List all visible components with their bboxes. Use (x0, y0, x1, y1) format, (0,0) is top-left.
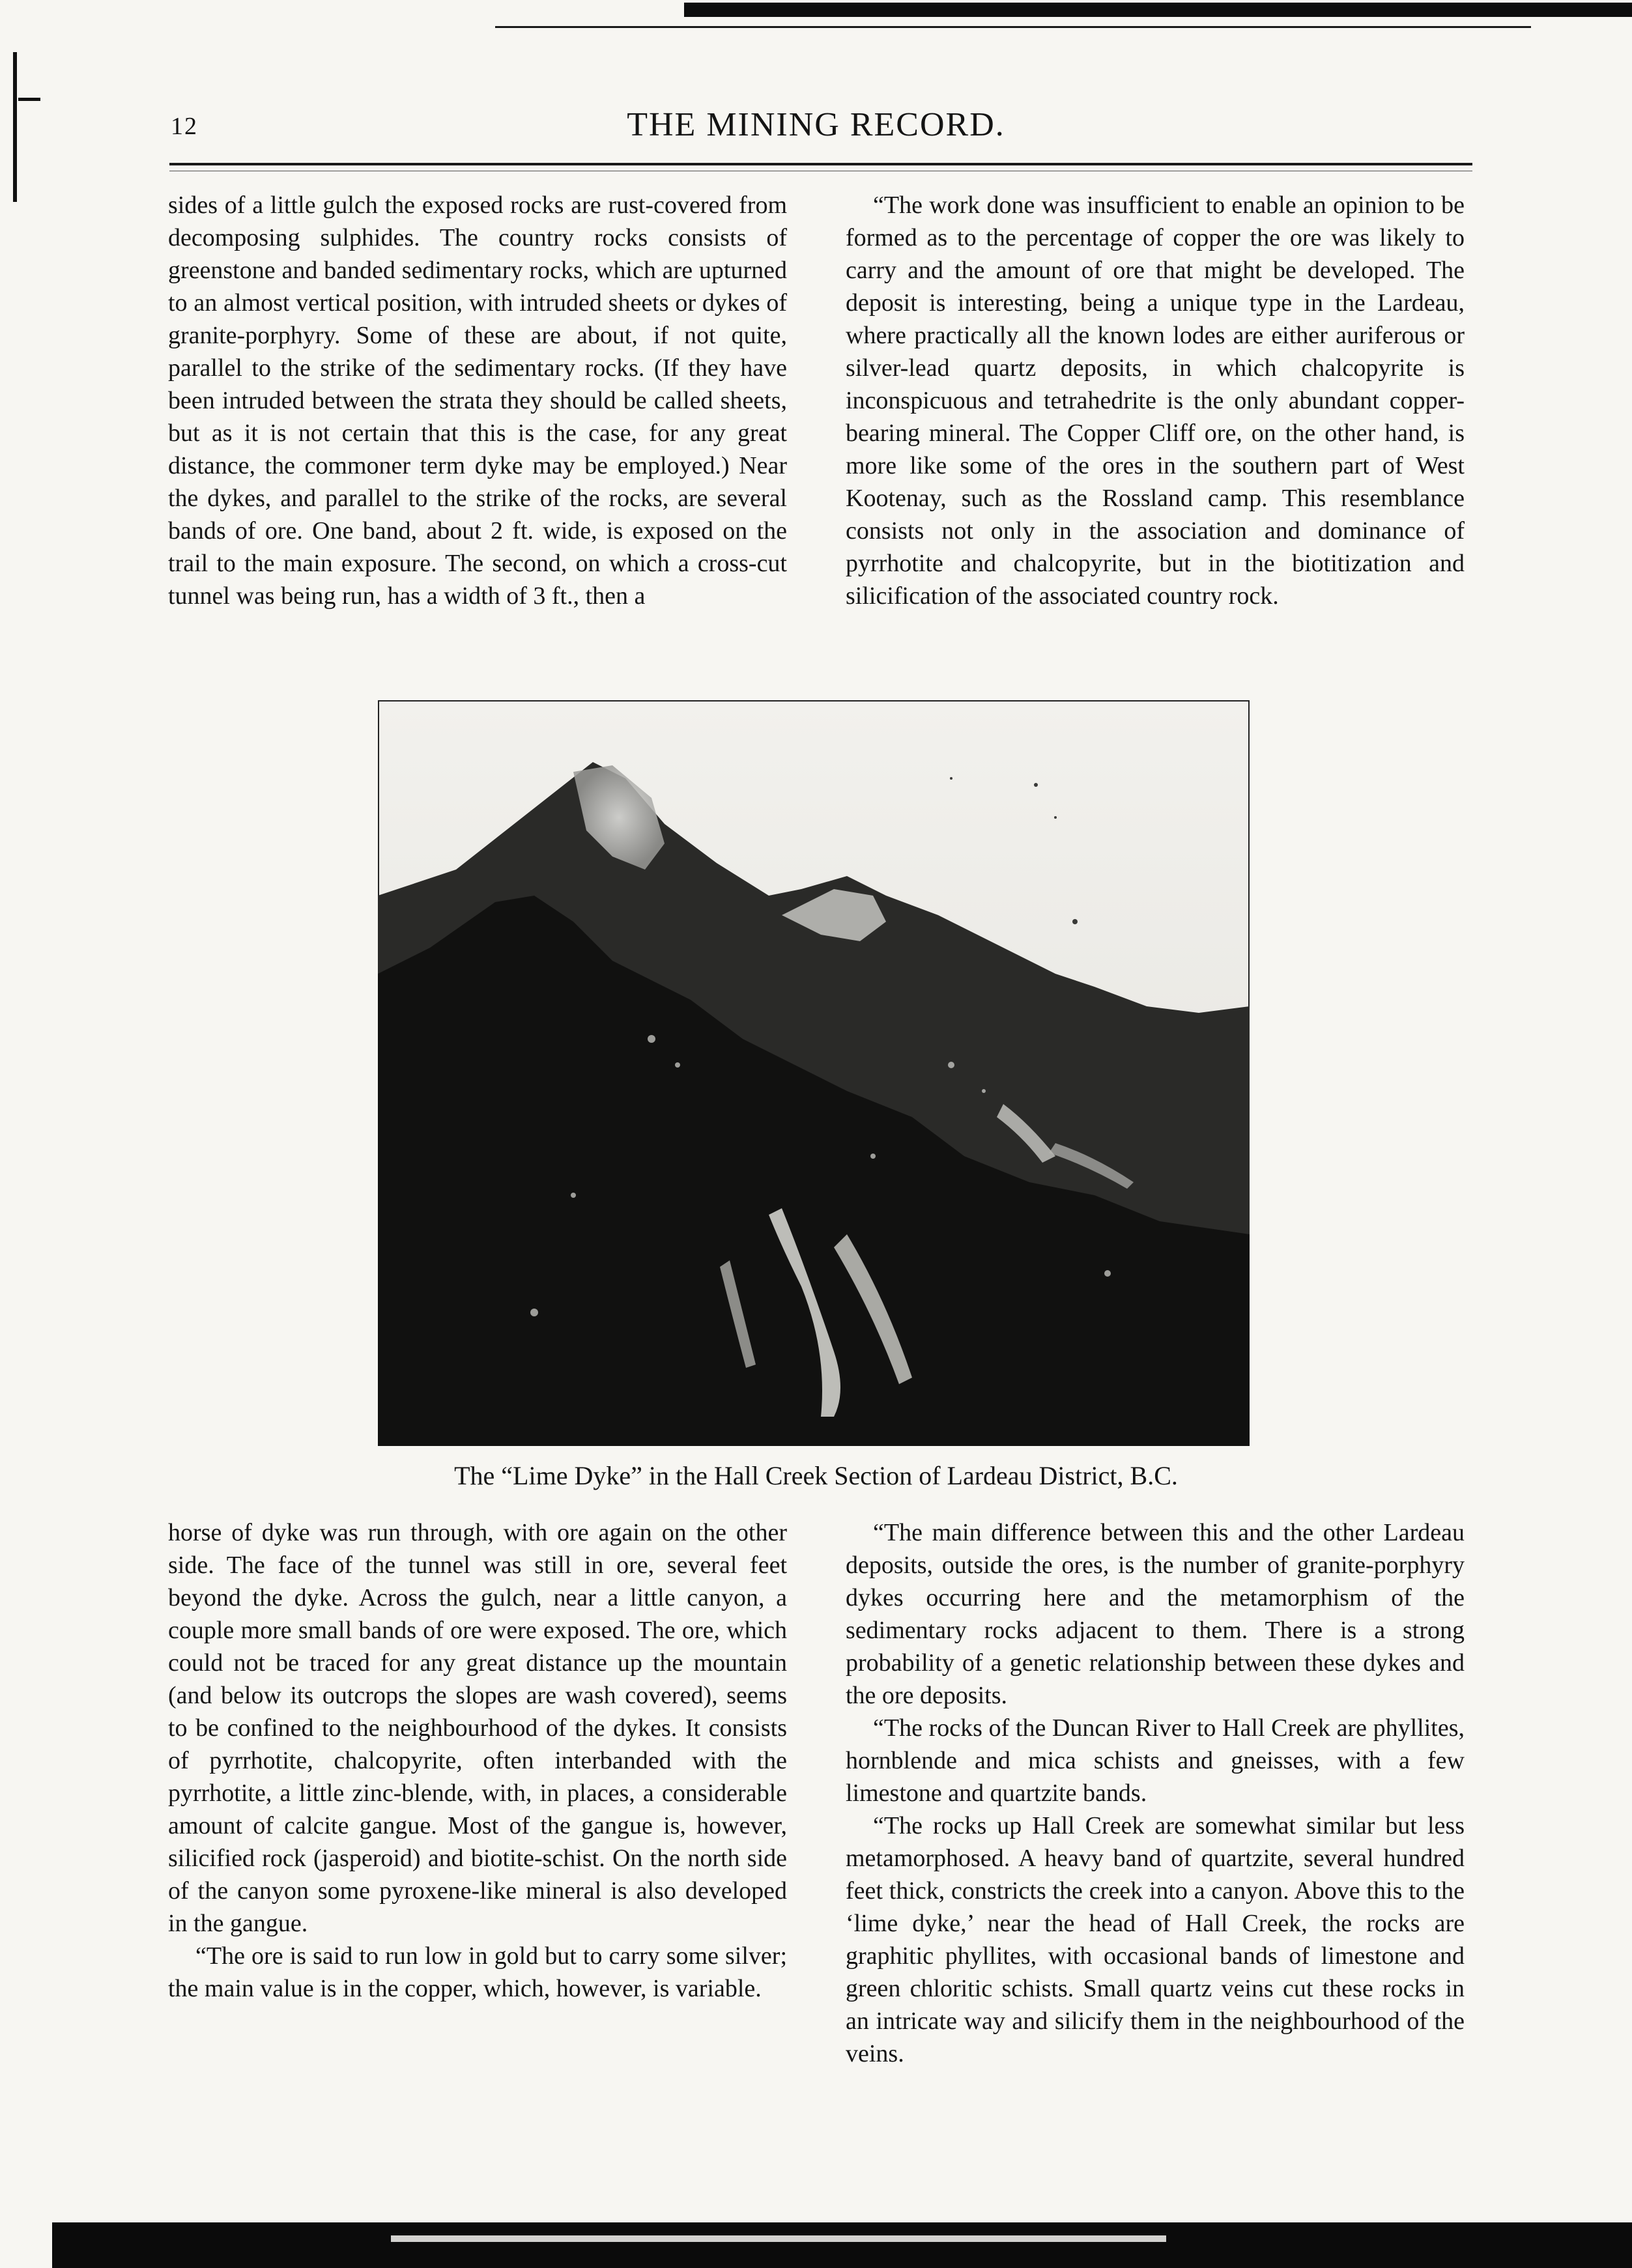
bottom-border-bar (52, 2222, 1632, 2268)
left-edge-tick (18, 98, 40, 101)
paragraph: horse of dyke was run through, with ore again on the other side. The face of the tunnel was still in ore, several feet beyond the dyke. Across the gulch, near a little canyon, a couple more small bands of ore were exposed. The ore, which could not be traced for any great distance up the mountain (and below its outcrops the slopes are wash covered), seems to be confined to the neighbourhood of the dykes. It consists of pyrrhotite, chalcopyrite, often interbanded with the pyrrhotite, a little zinc-blende, with, in places, a considerable amount of calcite gangue. Most of the gangue is, however, silicified rock (jasperoid) and biotite-schist. On the north side of the canyon some pyroxene-like mineral is also developed in the gangue. (168, 1519, 787, 1937)
lime-dyke-photograph (378, 700, 1250, 1446)
column-right-top (846, 189, 1465, 612)
paragraph: sides of a little gulch the exposed rocks are rust-covered from decomposing sulphides. The country rocks consists of greenstone and banded sedimentary rocks, which are upturned to an almost vertical position, with intruded sheets or dykes of granite-porphyry. Some of these are about, if not quite, parallel to the strike of the sedimentary rocks. (If they have been intruded between the strata they should be called sheets, but as it is not certain that this is the case, for any great distance, the commoner term dyke may be employed.) Near the dykes, and parallel to the strike of the rocks, are several bands of ore. One band, about 2 ft. wide, is exposed on the trail to the main exposure. The second, on which a cross-cut tunnel was being run, has a width of 3 ft., then a (168, 191, 787, 610)
paragraph: “The work done was insufficient to enable an opinion to be formed as to the percentage of copper the ore was likely to carry and the amount of ore that might be developed. The deposit is interesting, being a unique type in the Lardeau, where practically all the known lodes are either auriferous or silver-lead quartz deposits, in which chalcopyrite is inconspicuous and tetrahedrite is the only abundant copper-bearing mineral. The Copper Cliff ore, on the other hand, is more like some of the ores in the southern part of West Kootenay, such as the Rossland camp. This resemblance consists not only in the association and dominance of pyrrhotite and chalcopyrite, but in the biotitization and silicification of the associated country rock. (846, 191, 1465, 610)
page-number: 12 (171, 113, 198, 140)
figure-caption: The “Lime Dyke” in the Hall Creek Section of Lardeau District, B.C. (454, 1461, 1178, 1490)
paragraph: “The main difference between this and the other Lardeau deposits, outside the ores, is the number of granite-porphyry dykes occurring here and the metamorphism of the sedimentary rocks adjacent to them. There is a strong probability of a genetic relationship between these dykes and the ore deposits. (846, 1519, 1465, 1709)
paragraph: “The rocks of the Duncan River to Hall Creek are phyllites, hornblende and mica schists and gneisses, with a few limestone and quartzite bands. (846, 1714, 1465, 1807)
column-left-top (168, 189, 787, 612)
header-rule (169, 163, 1472, 165)
column-right-bottom (846, 1516, 1465, 2070)
top-border-bar (684, 3, 1632, 17)
paragraph: “The rocks up Hall Creek are somewhat similar but less metamorphosed. A heavy band of quartzite, several hundred feet thick, constricts the creek into a canyon. Above this to the ‘lime dyke,’ near the head of Hall Creek, the rocks are graphitic phyllites, with occasional bands of limestone and green chloritic schists. Small quartz veins cut these rocks in an intricate way and silicify them in the neighbourhood of the veins. (846, 1812, 1465, 2067)
photograph-image (378, 700, 1250, 1446)
running-head: THE MINING RECORD. (627, 106, 1005, 143)
paragraph: “The ore is said to run low in gold but to carry some silver; the main value is in the copper, which, however, is variable. (168, 1942, 787, 2002)
column-left-bottom (168, 1516, 787, 2005)
top-border-rule (495, 26, 1531, 28)
bottom-border-gap (391, 2235, 1166, 2242)
